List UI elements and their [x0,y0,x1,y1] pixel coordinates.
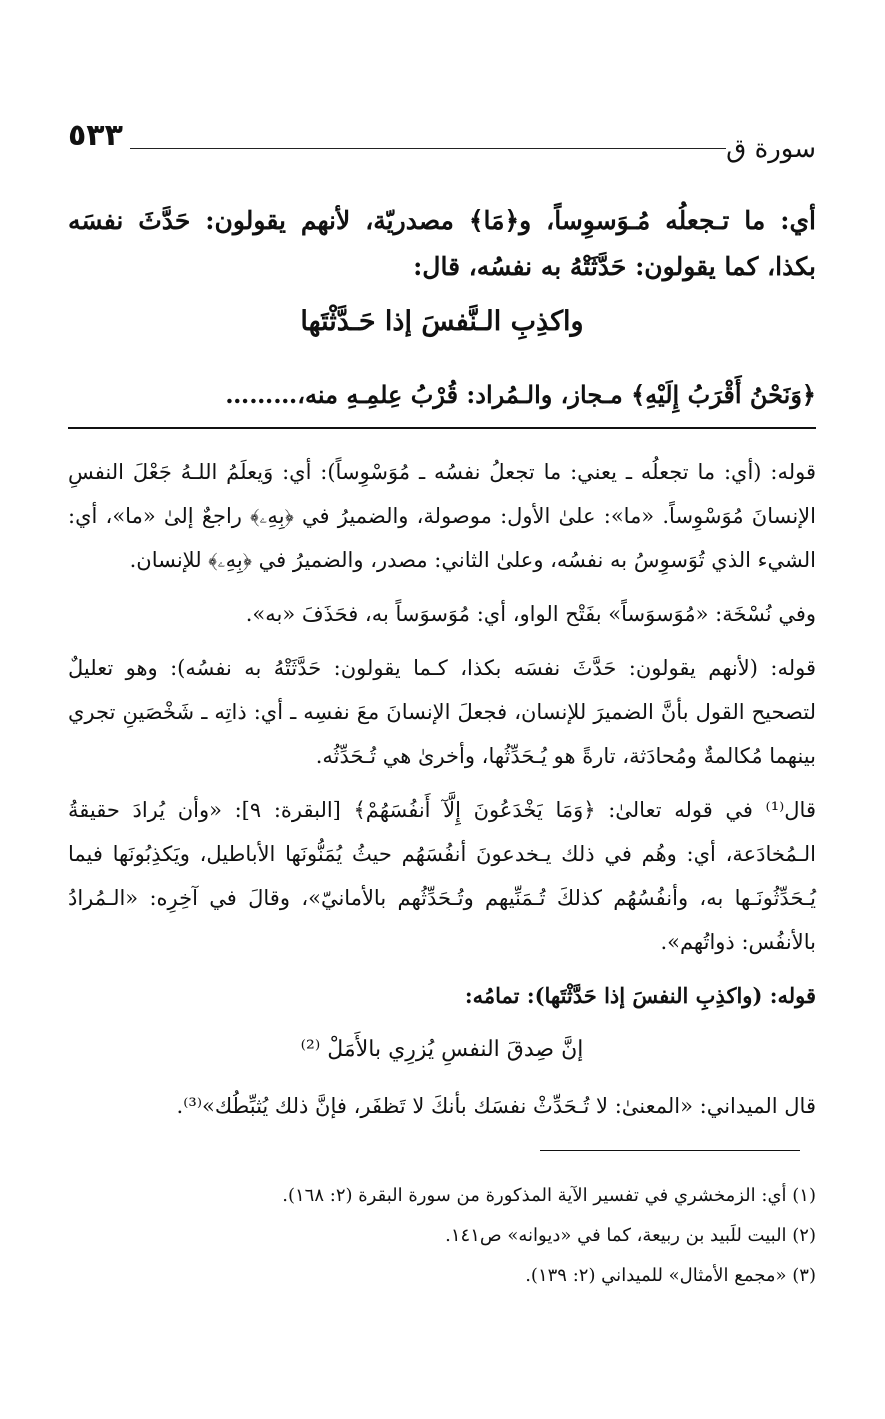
commentary [68,450,816,1138]
footnote-1: (١) أي: الزمخشري في تفسير الآية المذكورة من سورة البقرة (٢: ١٦٨). [282,1185,816,1206]
footnote-2: (٢) البيت للَبيد بن ربيعة، كما في «ديوانه» ص١٤١. [445,1225,816,1246]
commentary-paragraph: وفي نُسْخَة: «مُوَسوَساً» بفَتْح الواو، أي: مُوَسوَساً به، فحَذَفَ «به». [245,602,816,626]
running-title: سورة ق [726,134,816,164]
header-rule [130,148,726,149]
verse-line: واكذِبِ الـنَّفسَ إذا حَـدَّثْتَها [300,306,584,337]
main-text-paragraph: أي: ما تـجعلُه مُـوَسوِساً، و﴿مَا﴾ مصدريّة، لأنهم يقولون: حَدَّثَ نفسَه بكذا، كما يقولون: حَدَّثَتْهُ به نفسُه، قال: [68,206,816,281]
commentary-paragraph: قال الميداني: «المعنىٰ: لا تُـحَدِّثْ نفسَك بأنكَ لا تَظفَر، فإنَّ ذلك يُثبِّطُك»⁽³⁾. [176,1094,816,1118]
poem-hemistich: إنَّ صِدقَ النفسِ يُزرِي بالأَمَلْ ⁽²⁾ [300,1037,584,1062]
commentary-paragraph: قوله: (واكذِبِ النفسَ إذا حَدَّثْتَها): تمامُه: [464,983,816,1008]
main-text-continuation: ﴿وَنَحْنُ أَقْرَبُ إِلَيْهِ﴾ مـجاز، والـمُراد: قُرْبُ عِلمِـهِ منه،……… [225,380,816,409]
main-text-divider [68,427,816,429]
commentary-paragraph: قوله: (لأنهم يقولون: حَدَّثَ نفسَه بكذا، كـما يقولون: حَدَّثَتْهُ به نفسُه): وهو تعليلٌ لتصحيح القول بأنَّ الضميرَ للإنسان، فجعلَ الإنسانَ معَ نفسِه ـ أي: ذاتِه ـ شَخْصَينِ تجري بينهما مُكالمةٌ ومُحادَثة، تارةً هو يُـحَدِّثُها، وأخرىٰ هي تُـحَدِّثُه. [68,656,816,768]
footnotes [68,1176,816,1296]
footnote-3: (٣) «مجمع الأمثال» للميداني (٢: ١٣٩). [525,1265,816,1286]
footnote-divider [540,1150,800,1151]
page-header [68,118,816,168]
commentary-paragraph: قال⁽¹⁾ في قوله تعالىٰ: ﴿وَمَا يَخْدَعُونَ إِلَّآ أَنفُسَهُمْ﴾ [البقرة: ٩]: «وأن يُرادَ حقيقةُ الـمُخادَعة، أي: وهُم في ذلك يـخدعونَ أنفُسَهُم حيثُ يُمَنُّونَها الأباطيل، ويَكذِبُونَها فيما يُـحَدِّثُونَـها به، وأنفُسُهُم كذلكَ تُـمَنِّيهم وتُـحَدِّثُهم بالأمانيّ»، وقالَ في آخِرِه: «الـمُرادُ بالأنفُس: ذواتُهم». [68,798,816,954]
page-number: ٥٣٣ [68,118,123,153]
commentary-paragraph: قوله: (أي: ما تجعلُه ـ يعني: ما تجعلُ نفسُه ـ مُوَسْوِساً): أي: وَيعلَمُ اللـهُ جَعْلَ النفسِ الإنسانَ مُوَسْوِساً. «ما»: علىٰ الأول: موصولة، والضميرُ في ﴿بِهِۦ﴾ راجعٌ إلىٰ «ما»، أي: الشيء الذي تُوَسوِسُ به نفسُه، وعلىٰ الثاني: مصدر، والضميرُ في ﴿بِهِۦ﴾ للإنسان. [68,460,816,572]
